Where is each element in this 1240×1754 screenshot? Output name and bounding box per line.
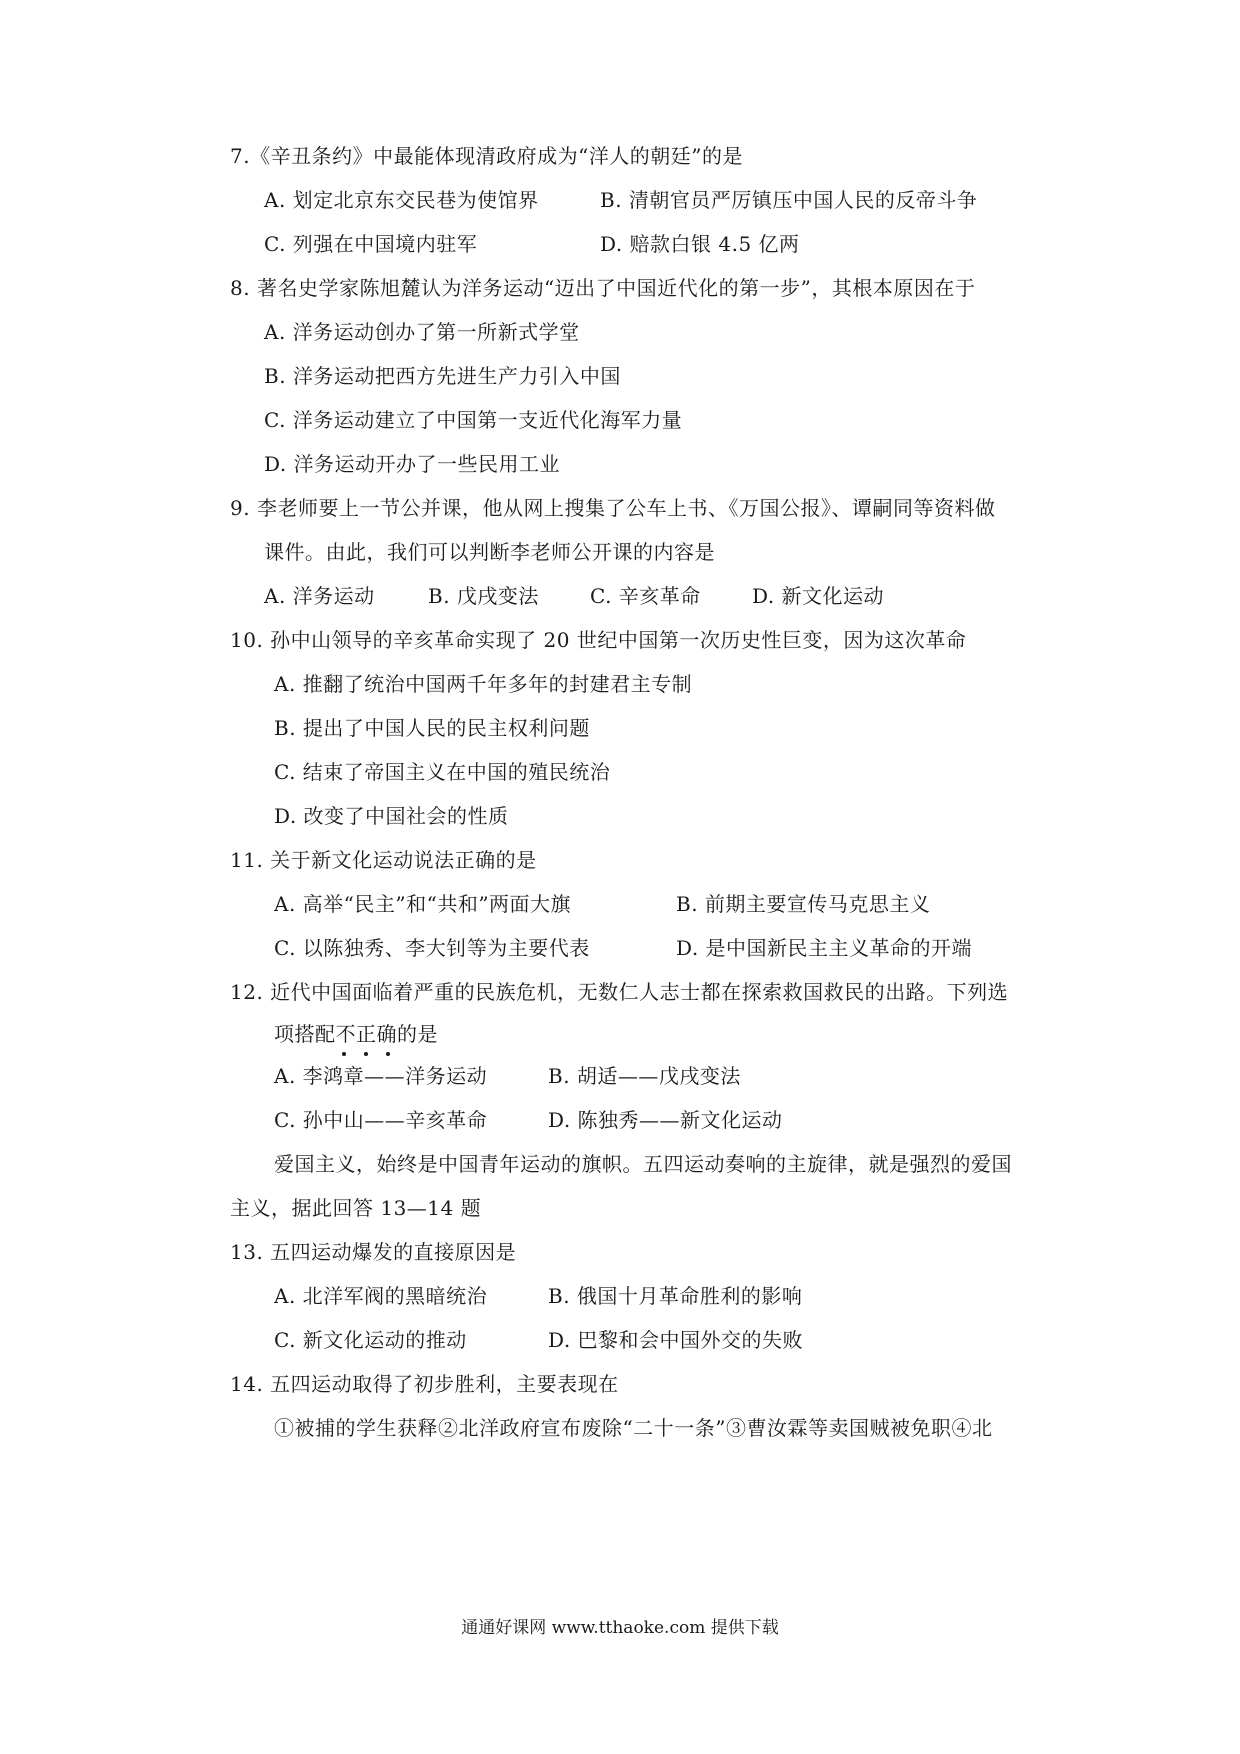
question-13-option-b: B. 俄国十月革命胜利的影响 — [548, 1284, 803, 1308]
question-8-stem: 8. 著名史学家陈旭麓认为洋务运动“迈出了中国近代化的第一步”，其根本原因在于 — [230, 276, 976, 300]
page-footer: 通通好课网 www.tthaoke.com 提供下载 — [461, 1618, 779, 1638]
question-8-option-b: B. 洋务运动把西方先进生产力引入中国 — [264, 364, 621, 388]
question-7-option-a: A. 划定北京东交民巷为使馆界 — [264, 188, 539, 212]
question-13-option-a: A. 北洋军阀的黑暗统治 — [274, 1284, 488, 1308]
question-8-option-d: D. 洋务运动开办了一些民用工业 — [264, 452, 561, 476]
question-12-option-b: B. 胡适——戊戌变法 — [548, 1064, 741, 1088]
question-11-stem: 11. 关于新文化运动说法正确的是 — [230, 848, 537, 872]
question-7-option-b: B. 清朝官员严厉镇压中国人民的反帝斗争 — [600, 188, 978, 212]
question-9-stem-line2: 课件。由此，我们可以判断李老师公开课的内容是 — [264, 540, 715, 564]
question-8-option-c: C. 洋务运动建立了中国第一支近代化海军力量 — [264, 408, 683, 432]
question-10-option-a: A. 推翻了统治中国两千年多年的封建君主专制 — [274, 672, 693, 696]
question-12-option-d: D. 陈独秀——新文化运动 — [548, 1108, 783, 1132]
question-9-option-d: D. 新文化运动 — [752, 584, 885, 608]
question-7-stem: 7.《辛丑条约》中最能体现清政府成为“洋人的朝廷”的是 — [230, 144, 744, 168]
question-12-stem-line1: 12. 近代中国面临着严重的民族危机，无数仁人志士都在探索救国救民的出路。下列选 — [230, 980, 1009, 1004]
question-12-option-c: C. 孙中山——辛亥革命 — [274, 1108, 488, 1132]
question-10-option-b: B. 提出了中国人民的民主权利问题 — [274, 716, 590, 740]
question-13-option-c: C. 新文化运动的推动 — [274, 1328, 467, 1352]
question-10-stem: 10. 孙中山领导的辛亥革命实现了 20 世纪中国第一次历史性巨变，因为这次革命 — [230, 628, 967, 652]
emphasis-dot — [386, 1052, 390, 1056]
passage-line-2: 主义，据此回答 13—14 题 — [230, 1196, 482, 1220]
question-10-option-c: C. 结束了帝国主义在中国的殖民统治 — [274, 760, 611, 784]
question-9-option-c: C. 辛亥革命 — [590, 584, 701, 608]
question-11-option-c: C. 以陈独秀、李大钊等为主要代表 — [274, 936, 590, 960]
question-14-stem: 14. 五四运动取得了初步胜利，主要表现在 — [230, 1372, 619, 1396]
question-10-option-d: D. 改变了中国社会的性质 — [274, 804, 509, 828]
question-7-option-d: D. 赔款白银 4.5 亿两 — [600, 232, 800, 256]
question-11-option-b: B. 前期主要宣传马克思主义 — [676, 892, 931, 916]
question-13-option-d: D. 巴黎和会中国外交的失败 — [548, 1328, 804, 1352]
question-8-option-a: A. 洋务运动创办了第一所新式学堂 — [264, 320, 580, 344]
question-12-stem-line2: 项搭配不正确的是 — [274, 1022, 438, 1046]
question-11-option-d: D. 是中国新民主主义革命的开端 — [676, 936, 973, 960]
passage-line-1: 爱国主义，始终是中国青年运动的旗帜。五四运动奏响的主旋律，就是强烈的爱国 — [274, 1152, 1012, 1176]
question-14-items: ①被捕的学生获释②北洋政府宣布废除“二十一条”③曹汝霖等卖国贼被免职④北 — [274, 1416, 993, 1440]
emphasis-dot — [364, 1052, 368, 1056]
question-11-option-a: A. 高举“民主”和“共和”两面大旗 — [274, 892, 572, 916]
question-9-stem-line1: 9. 李老师要上一节公并课，他从网上搜集了公车上书、《万国公报》、谭嗣同等资料做 — [230, 496, 996, 520]
emphasis-dot — [342, 1052, 346, 1056]
question-9-option-a: A. 洋务运动 — [264, 584, 375, 608]
question-7-option-c: C. 列强在中国境内驻军 — [264, 232, 478, 256]
question-9-option-b: B. 戊戌变法 — [428, 584, 539, 608]
question-13-stem: 13. 五四运动爆发的直接原因是 — [230, 1240, 517, 1264]
question-12-option-a: A. 李鸿章——洋务运动 — [274, 1064, 488, 1088]
